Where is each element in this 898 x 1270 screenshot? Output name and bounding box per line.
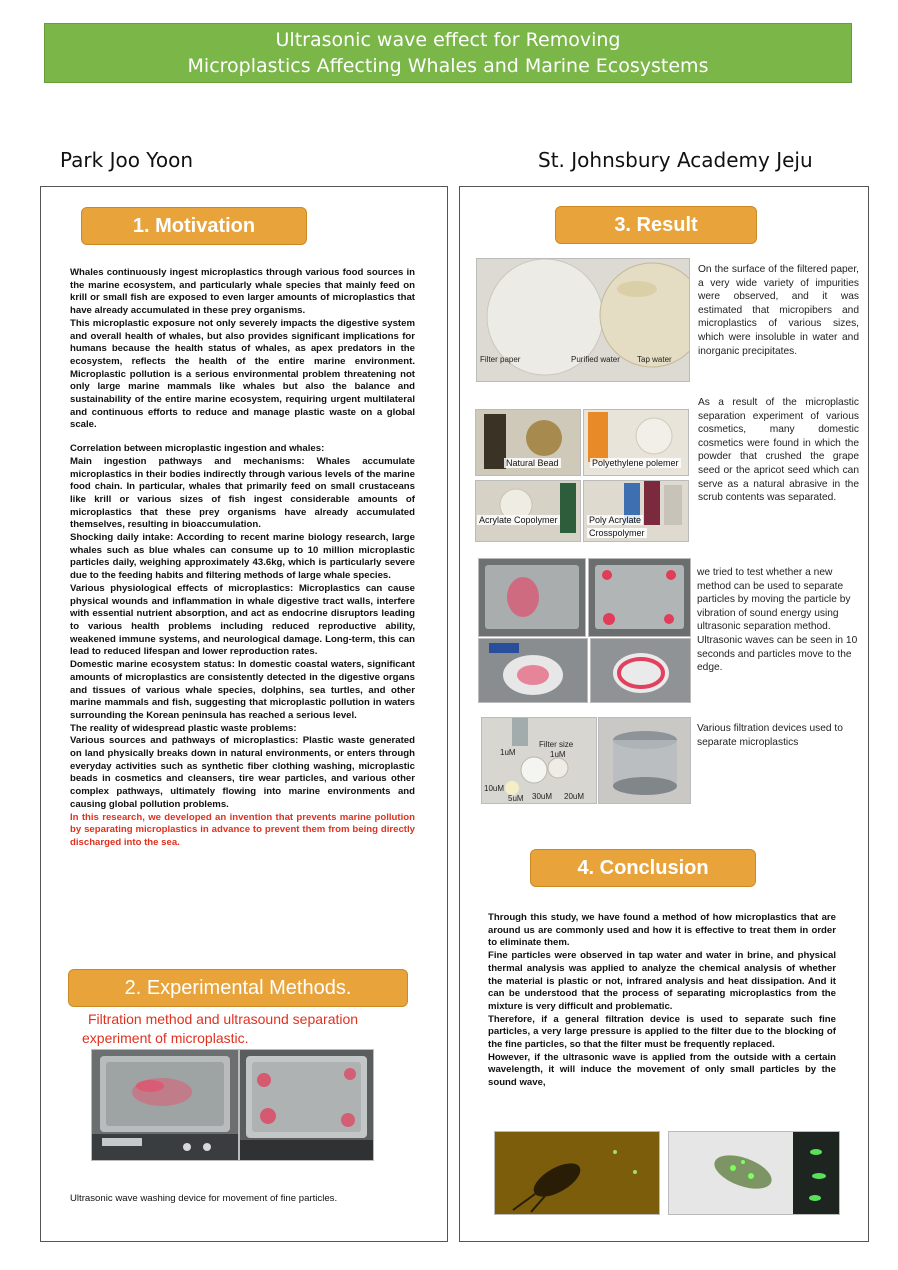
conclusion-heading: 4. Conclusion — [530, 849, 756, 887]
conclusion-paragraph: However, if the ultrasonic wave is applied from the outside with a certain wavelength, it will induce the movement of only small particles by the sound wave, — [488, 1051, 836, 1089]
separation-image — [589, 559, 690, 636]
separation-image — [479, 639, 587, 702]
motivation-paragraph: Various sources and pathways of microplastics: Plastic waste generated on land physically breaks down in natural environments, or enters through everyday activities such as synthetic fiber clothing washing, microplastic beads in cosmetics and cleansers, tire wear particles, and various other complex pathways, ultimately flowing into marine environments and causing global pollution problems. — [70, 735, 415, 810]
motivation-highlight: In this research, we developed an invention that prevents marine pollution by separating microplastics in advance to prevent them from being directly discharged into the sea. — [70, 811, 415, 848]
motivation-heading: 1. Motivation — [81, 207, 307, 245]
natural-bead-label: Natural Bead — [506, 458, 559, 468]
author-name: Park Joo Yoon — [60, 148, 194, 172]
filter-size-label: 1uM — [550, 750, 566, 759]
purified-water-label: Purified water — [571, 355, 620, 364]
poly-acrylate-label: Poly Acrylate — [589, 515, 642, 525]
filter-size-label: 5uM — [508, 794, 524, 803]
filter-size-photo — [481, 717, 597, 804]
methods-heading: 2. Experimental Methods. — [68, 969, 408, 1007]
polyethylene-label: Polyethylene polemer — [592, 458, 679, 468]
polyethylene-photo — [583, 409, 689, 476]
motivation-paragraph: Various physiological effects of microplastics: Microplastics can cause physical wounds and inflammation in whale digestive tract walls, interfere with essential nutrient absorption, and act as endocrine disruptors leading to various health problems including reduced reproductive ability, weakened immune systems, and neurological damage. Long-term, this can lead to reduced lifespan and lower reproduction rates. — [70, 582, 415, 658]
fluorescence-image — [669, 1132, 839, 1214]
fluorescence-analysis-photo — [668, 1131, 840, 1215]
conclusion-paragraph: Through this study, we have found a method of how microplastics that are around us are commonly used and how it is effective to treat them in order to eliminate them. — [488, 912, 836, 949]
filter-size-label: 30uM — [532, 792, 553, 801]
acrylate-copolymer-photo — [475, 480, 581, 542]
result-heading: 3. Result — [555, 206, 757, 244]
ultrasonic-bath-image — [240, 1050, 373, 1160]
methods-caption: Ultrasonic wave washing device for movement of fine particles. — [70, 1193, 338, 1204]
separation-photo-2 — [588, 558, 691, 637]
motivation-paragraph: Domestic marine ecosystem status: In domestic coastal waters, significant amounts of microplastics are consistently detected in the digestive organs and tissues of various whale species, dolphins, sea turtles, and other marine mammals and fish, suggesting that microplastic pollution in waters surrounding the Korean peninsula has reached a serious level. — [70, 659, 415, 721]
conclusion-paragraph: Fine particles were observed in tap water and water in brine, and physical thermal analysis was applied to analyze the chemical analysis of whether the material is plastic or not, infrared analysis and heat dissipation. And it can be understood that the process of separating microplastics from the mixture is very difficult and problematic. — [488, 950, 836, 1012]
motivation-subheading: Correlation between microplastic ingestion and whales: — [70, 443, 325, 455]
acrylate-copolymer-label: Acrylate Copolymer — [479, 515, 558, 525]
cosmetic-sample-image — [476, 481, 580, 541]
filtration-device-photo — [598, 717, 691, 804]
filter-paper-label: Filter paper — [480, 355, 521, 364]
crosspolymer-label: Crosspolymer — [589, 528, 645, 538]
motivation-body — [70, 267, 415, 850]
motivation-paragraph: This microplastic exposure not only severely impacts the digestive system and overall health of whales, but also provides significant implications for humans because the health status of whales, as apex predators in the ecosystem, reflects the health of the entire marine environment. Microplastic pollution is a serious environmental problem threatening not only large marine mammals like whales but also the balance and sustainability of the entire marine ecosystem, requiring urgent multilateral and continuous efforts to reduce and manage plastic waste on a global scale. — [70, 317, 415, 431]
filter-size-title: Filter size — [539, 740, 574, 749]
conclusion-body — [488, 912, 836, 1090]
poly-acrylate-photo — [583, 480, 689, 542]
tap-water-label: Tap water — [637, 355, 672, 364]
filter-size-label: 20uM — [564, 792, 585, 801]
plankton-microscope-photo — [494, 1131, 660, 1215]
filtration-device-image — [599, 718, 690, 803]
filter-paper-photo — [476, 258, 690, 382]
filter-size-label: 10uM — [484, 784, 505, 793]
natural-bead-photo — [475, 409, 581, 476]
motivation-paragraph: Whales continuously ingest microplastics through various food sources in the marine ecosystem, and particularly whale species that mainly feed on krill or small fish are exposed to even larger amounts of microplastics that have already accumulated in these prey organisms. — [70, 267, 415, 317]
ultrasonic-bath-photo-1 — [91, 1049, 239, 1161]
motivation-subheading: The reality of widespread plastic waste problems: — [70, 722, 297, 734]
poster-title-line-1: Ultrasonic wave effect for Removing — [275, 29, 621, 51]
separation-photo-3 — [478, 638, 588, 703]
separation-image — [591, 639, 690, 702]
conclusion-paragraph: Therefore, if a general filtration device is used to separate such fine particles, a very large pressure is applied to the filter due to the blocking of the fine particles, so that the filter must be frequently replaced. — [488, 1013, 836, 1051]
paragraph-spacer — [70, 432, 415, 443]
poster-title-line-2: Microplastics Affecting Whales and Marine Ecosystems — [187, 55, 709, 77]
result-text-4: Various filtration devices used to separate microplastics — [697, 723, 843, 748]
separation-image — [479, 559, 585, 636]
school-name: St. Johnsbury Academy Jeju — [538, 148, 813, 172]
motivation-paragraph: Shocking daily intake: According to recent marine biology research, large whales such as blue whales can consume up to 10 million microplastic particles daily, weighing approximately 43.6kg, which is particularly severe due to the feeding habits and filtering methods of large whale species. — [70, 532, 415, 582]
separation-photo-4 — [590, 638, 691, 703]
result-text-1: On the surface of the filtered paper, a very wide variety of impurities were observed, and it was estimated that micropibers and microplastics of various sizes, which were insoluble in water and inorganic precipitates. — [698, 264, 859, 357]
microscope-image — [495, 1132, 659, 1214]
separation-photo-1 — [478, 558, 586, 637]
motivation-paragraph: Main ingestion pathways and mechanisms: Whales accumulate microplastics in their bodies indirectly through various levels of the marine food chain. In particular, whales that primarily feed on small crustaceans like krill or various sizes of fish ingest considerable amounts of microplastics that these prey organisms have already accumulated themselves, resulting in bioaccumulation. — [70, 455, 415, 531]
result-text-2: As a result of the microplastic separation experiment of various cosmetics, many domestic cosmetics were found in which the powder that crushed the grape seed or the apricot seed which can serve as a natural abrasive in the scrub contents was separated. — [698, 397, 859, 504]
filter-size-label: 1uM — [500, 748, 516, 757]
poster-title-banner — [44, 23, 852, 83]
result-text-3: we tried to test whether a new method can be used to separate particles by moving the particle by vibration of sound energy using ultrasonic separation method. Ultrasonic waves can be seen in 10 seconds and particles move to the edge. — [697, 567, 858, 674]
ultrasonic-bath-photo-2 — [239, 1049, 374, 1161]
ultrasonic-bath-image — [92, 1050, 238, 1160]
methods-subtitle: Filtration method and ultrasound separation experiment of microplastic. — [82, 1011, 359, 1046]
